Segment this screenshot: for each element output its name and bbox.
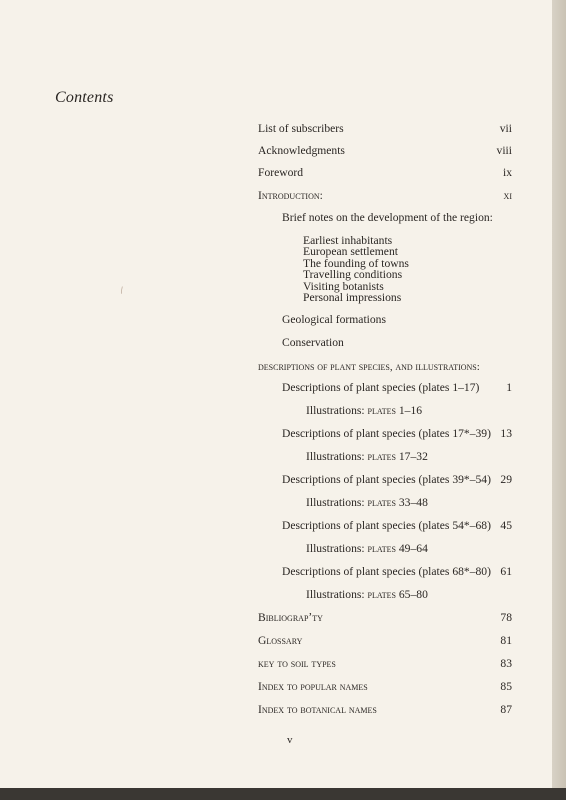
toc-entry-introduction: Introduction: [258,189,323,202]
toc-entry-conservation: Conservation [282,336,344,349]
toc-entry-botanical-names: Index to botanical names [258,703,377,716]
toc-page-descriptions-4: 45 [500,519,512,532]
toc-page-glossary: 81 [500,634,512,647]
contents-heading: Contents [55,89,114,106]
list-item: European settlement [303,245,398,259]
toc-page-descriptions-1: 1 [506,381,512,394]
toc-page-introduction: xi [503,189,512,202]
page-number: v [287,734,293,746]
page-gutter [552,0,566,800]
toc-entry-illustrations-5: Illustrations: plates 65–80 [306,588,428,601]
list-item: Earliest inhabitants [303,234,393,247]
toc-entry-illustrations-3: Illustrations: plates 33–48 [306,496,428,509]
toc-page-soil-types: 83 [500,657,512,670]
list-item: Personal impressions [303,291,402,305]
toc-page-descriptions-5: 61 [500,565,512,578]
toc-page-descriptions-3: 29 [500,473,512,486]
toc-entry-glossary: Glossary [258,634,303,647]
toc-entry-descriptions-3: Descriptions of plant species (plates 39*–54) [282,473,491,486]
list-item: Visiting botanists [303,279,384,293]
toc-page-botanical-names: 87 [500,703,512,716]
toc-entry-illustrations-4: Illustrations: plates 49–64 [306,542,428,555]
toc-page-subscribers: vii [499,122,512,135]
toc-page-popular-names: 85 [500,680,512,693]
list-item: The founding of towns [303,256,409,270]
toc-page-bibliography: 78 [500,611,512,624]
toc-entry-region-notes: Brief notes on the development of the region: [282,211,493,224]
toc-entry-descriptions-4: Descriptions of plant species (plates 54*–68) [282,519,491,532]
region-notes-list [303,235,409,303]
toc-entry-illustrations-1: Illustrations: plates 1–16 [306,404,423,417]
toc-entry-descriptions-heading: descriptions of plant species, and illustrations: [258,361,480,373]
page-bottom-edge [0,788,566,800]
toc-entry-geological: Geological formations [282,313,386,326]
list-item: Travelling conditions [303,268,403,282]
toc-entry-bibliography: Bibliograpʼty [258,611,323,624]
toc-entry-illustrations-2: Illustrations: plates 17–32 [306,450,428,463]
toc-page-foreword: ix [502,166,512,179]
toc-entry-descriptions-2: Descriptions of plant species (plates 17*–39) [282,427,491,440]
toc-page-acknowledgments: viii [496,144,512,157]
toc-entry-popular-names: Index to popular names [258,680,368,693]
stray-ink-mark: ⁄ [118,285,125,295]
toc-entry-subscribers: List of subscribers [258,122,344,135]
toc-entry-descriptions-5: Descriptions of plant species (plates 68*–80) [282,565,491,578]
toc-entry-foreword: Foreword [258,166,304,179]
toc-entry-soil-types: key to soil types [258,657,336,670]
toc-entry-acknowledgments: Acknowledgments [258,144,345,157]
toc-entry-descriptions-1: Descriptions of plant species (plates 1–17) [282,381,480,394]
toc-page-descriptions-2: 13 [500,427,512,440]
